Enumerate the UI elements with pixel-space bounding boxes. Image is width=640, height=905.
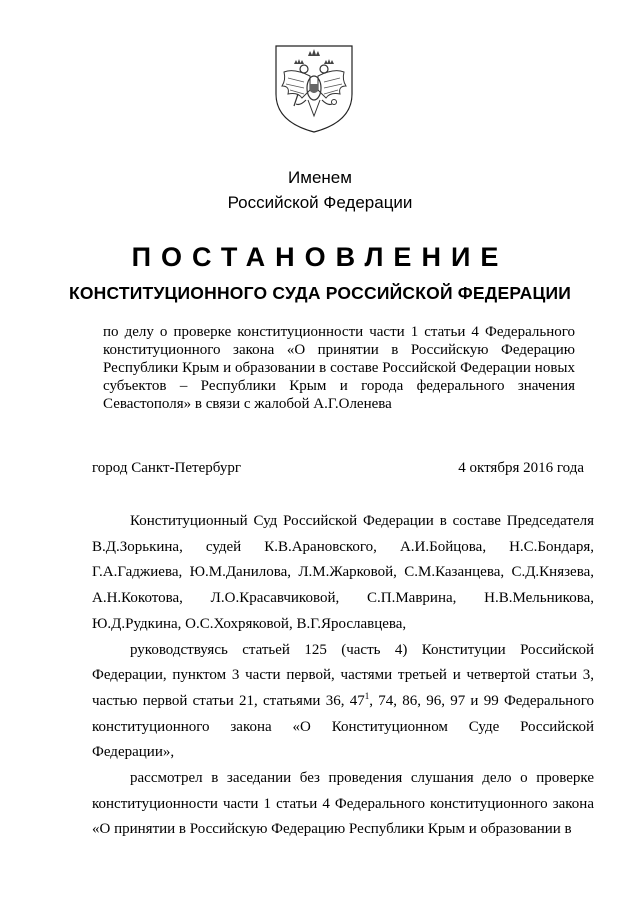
document-body (92, 509, 594, 843)
court-name: КОНСТИТУЦИОННОГО СУДА РОССИЙСКОЙ ФЕДЕРАЦИИ (68, 283, 572, 303)
legal-basis-text-a: руководствуясь статьей 125 (часть 4) Конституции Российской Федерации, пунктом 3 части первой, частями третьей и четвертой статьи 3, частью первой статьи 21, статьями 36, 47 (92, 641, 594, 709)
place: город Санкт-Петербург (92, 460, 241, 476)
intro-line-2: Российской Федерации (227, 193, 413, 212)
paragraph-composition: Конституционный Суд Российской Федерации в составе Председателя В.Д.Зорькина, судей К.В.Арановского, А.И.Бойцова, Н.С.Бондаря, Г.А.Гаджиева, Ю.М.Данилова, Л.М.Жарковой, С.М.Казанцева, С.Д.Князева, А.Н.Кокотова, Л.О.Красавчиковой, С.П.Маврина, Н.В.Мельникова, Ю.Д.Рудкина, О.С.Хохряковой, В.Г.Ярославцева, (92, 513, 594, 632)
document-title: ПОСТАНОВЛЕНИЕ (131, 242, 509, 272)
place-date-line (92, 460, 584, 477)
date: 4 октября 2016 года (458, 460, 584, 476)
paragraph-legal-basis (92, 638, 594, 767)
case-subject: по делу о проверке конституционности части 1 статьи 4 Федерального конституционного закона «О принятии в Российскую Федерацию Республики Крым и образовании в составе Российской Федерации новых субъектов – Республики Крым и города федерального значения Севастополя» в связи с жалобой А.Г.Оленева (103, 324, 575, 412)
intro-line-1: Именем (288, 168, 352, 187)
coat-of-arms-icon (272, 42, 356, 134)
article-superscript: 1 (364, 690, 370, 701)
legal-basis-text-b: , 74, 86, 96, 97 и 99 Федерального конституционного закона «О Конституционном Суде Российской Федерации», (92, 692, 594, 761)
paragraph-considered: рассмотрел в заседании без проведения слушания дело о проверке конституционности части 1 статьи 4 Федерального конституционного закона «О принятии в Российскую Федерацию Республики Крым и образовании в (92, 770, 594, 838)
